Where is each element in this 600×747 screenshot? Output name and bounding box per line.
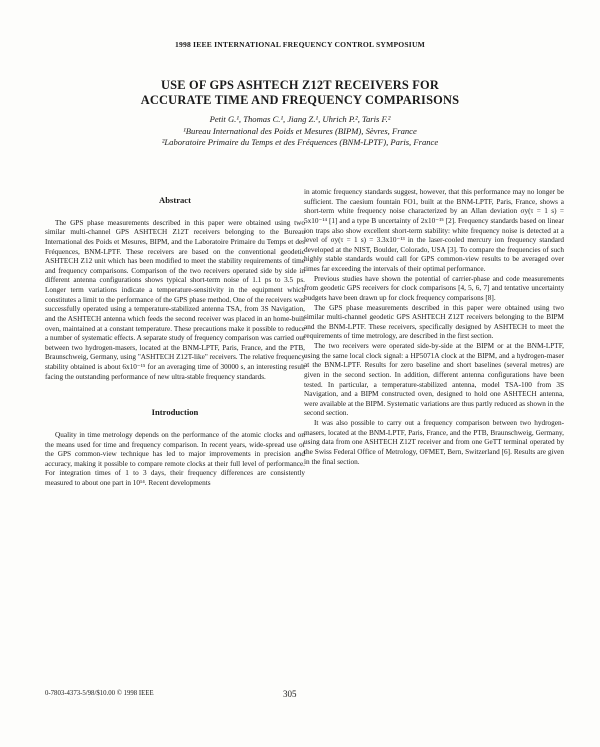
intro-paragraph-1-continued: in atomic frequency standards suggest, however, that this performance may no longer be sufficient. The caesium fountain FO1, built at the BNM-LPTF, Paris, France, shows a short-term white frequency noise characterized by an Allan deviation σy(τ = 1 s) = 5x10⁻¹⁴ [1] and a type B uncertainty of 2x10⁻¹⁵ [2]. Frequency standards based on linear ion traps also show excellent short-term stability: white frequency noise is detected at a level of σy(τ = 1 s) = 3.3x10⁻¹³ in the laser-cooled mercury ion frequency standard developed at the NIST, Boulder, Colorado, USA [3]. To compare the frequencies of such highly stable standards would call for GPS common-view results to be averaged over times far exceeding the intervals of their optimal performance. (304, 188, 564, 273)
introduction-heading: Introduction (151, 407, 199, 418)
intro-paragraph-5: It was also possible to carry out a frequency comparison between two hydrogen-masers, located at the BNM-LPTF, Paris, France, and the PTB, Braunschweig, Germany, using data from one ASHTECH Z12T receiver and from one GeTT terminal operated by the Swiss Federal Office of Metrology, OFMET, Bern, Switzerland [6]. Results are given in the final section. (304, 419, 564, 466)
title-line-2: ACCURATE TIME AND FREQUENCY COMPARISONS (140, 93, 460, 107)
conference-header: 1998 IEEE INTERNATIONAL FREQUENCY CONTROL SYMPOSIUM (174, 40, 426, 49)
paper-title (60, 78, 540, 108)
page-number: 305 (283, 689, 297, 699)
left-column (45, 196, 305, 489)
title-line-1: USE OF GPS ASHTECH Z12T RECEIVERS FOR (161, 78, 439, 92)
affiliation-1: ¹Bureau International des Poids et Mesures (BIPM), Sèvres, France (183, 125, 417, 136)
intro-paragraph-1: Quality in time metrology depends on the performance of the atomic clocks and on the means used for time and frequency comparison. In recent years, wide-spread use of the GPS common-view technique has led to major improvements in precision and accuracy, making it possible to compare remote clocks at their full level of performance. For integration times of 1 to 3 days, their frequency differences are consistently measured to about one part in 10¹⁴. Recent developments (45, 430, 305, 487)
affiliation-2: ²Laboratoire Primaire du Temps et des Fréquences (BNM-LPTF), Paris, France (161, 137, 439, 147)
copyright-line: 0-7803-4373-5/98/$10.00 © 1998 IEEE (45, 690, 154, 697)
author-names: Petit G.¹, Thomas C.¹, Jiang Z.¹, Uhrich P.², Taris F.² (209, 114, 391, 124)
author-block (60, 114, 540, 149)
abstract-heading: Abstract (159, 195, 191, 205)
abstract-paragraph: The GPS phase measurements described in this paper were obtained using two similar multi-channel GPS ASHTECH Z12T receivers belonging to the Bureau International des Poids et Mesures, BIPM, and the Laboratoire Primaire du Temps et des Fréquences, BNM-LPTF. These receivers are based on the conventional geodetic ASHTECH Z12 unit which has been modified to meet the stability requirements of time and frequency comparisons. Comparison of the two receivers operated side by side in different antenna configurations shows typical short-term noise of 1.1 ps to 3.5 ps. Longer term variations indicate a temperature-sensitivity in the equipment which constitutes a limit to the performance of the GPS phase method. One of the receivers was successfully operated using a temperature-stabilized antenna TSA, from 3S Navigation, and the ASHTECH antenna which feeds the second receiver was placed in an home-built oven, maintained at a constant temperature. These precautions make it possible to reduce a number of systematic effects. A separate study of frequency comparison was carried out between two hydrogen-masers, located at the BNM-LPTF, Paris, France, and the PTB, Braunschweig, Germany, using "ASHTECH Z12T-like" receivers. The relative frequency stability obtained is about 6x10⁻¹⁵ for an averaging time of 30000 s, an interesting result facing the outstanding performance of new ultra-stable frequency standards. (45, 218, 305, 381)
intro-paragraph-2: Previous studies have shown the potential of carrier-phase and code measurements from geodetic GPS receivers for clock comparisons [4, 5, 6, 7] and tentative uncertainty budgets have been drawn up for clock frequency comparisons [8]. (304, 274, 564, 302)
intro-paragraph-3: The GPS phase measurements described in this paper were obtained using two similar multi-channel geodetic GPS ASHTECH Z12T receivers belonging to the BIPM and the BNM-LPTF. These receivers, specifically designed by ASHTECH to meet the requirements of time metrology, are described in the first section. (304, 303, 564, 341)
right-column (304, 188, 564, 467)
intro-paragraph-4: The two receivers were operated side-by-side at the BIPM or at the BNM-LPTF, using the same local clock signal: a HP5071A clock at the BIPM, and a hydrogen-maser at the BNM-LPTF. Results for zero baseline and short baselines (several metres) are given in the second section. In addition, different antenna configurations have been tested. In particular, a temperature-stabilized antenna, model TSA-100 from 3S Navigation, and a BIPM constructed oven, designed to hold one ASHTECH antenna, were available at the BIPM. Systematic variations are thus partly reduced as shown in the second section. (304, 342, 564, 418)
